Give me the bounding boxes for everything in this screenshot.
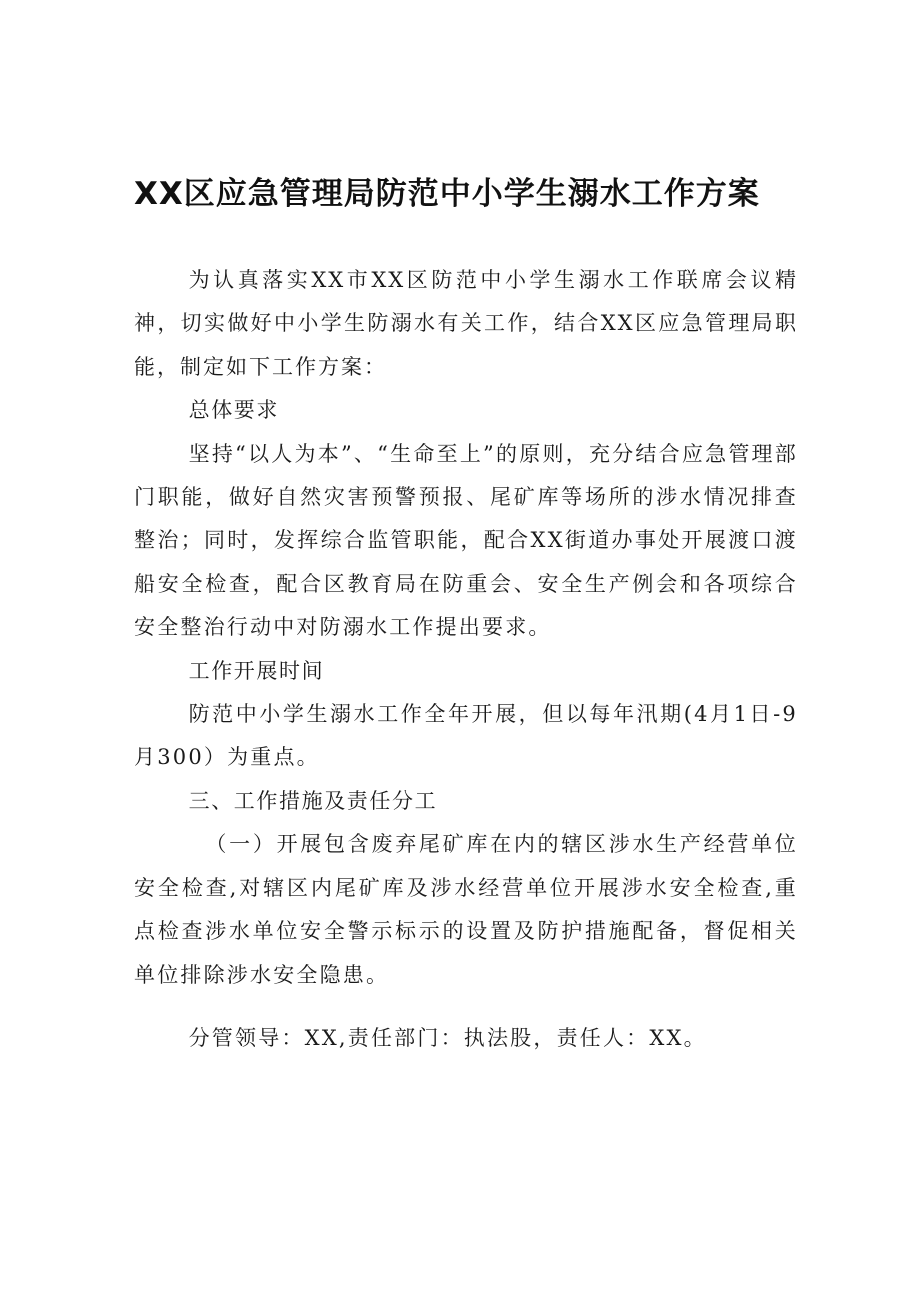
document-body xyxy=(134,259,798,1060)
section2-heading: 工作开展时间 xyxy=(188,658,325,683)
section3-item1: （一）开展包含废弃尾矿库在内的辖区涉水生产经营单位安全检查,对辖区内尾矿库及涉水经营单位开展涉水安全检查,重点检查涉水单位安全警示标示的设置及防护措施配备，督促相关单位排除涉水安全隐患。 xyxy=(134,832,798,987)
section1-body: 坚持“以人为本”、“生命至上”的原则，充分结合应急管理部门职能，做好自然灾害预警预报、尾矿库等场所的涉水情况排查整治；同时，发挥综合监管职能，配合XX街道办事处开展渡口渡船安全检查，配合区教育局在防重会、安全生产例会和各项综合安全整治行动中对防溺水工作提出要求。 xyxy=(134,441,798,640)
intro-paragraph: 为认真落实XX市XX区防范中小学生溺水工作联席会议精神，切实做好中小学生防溺水有关工作，结合XX区应急管理局职能，制定如下工作方案： xyxy=(134,268,798,379)
document-title: XX区应急管理局防范中小学生溺水工作方案 xyxy=(134,176,760,212)
section3-heading: 三、工作措施及责任分工 xyxy=(188,788,438,813)
section3-item1-responsibility: 分管领导：XX,责任部门：执法股，责任人：XX。 xyxy=(188,1025,707,1050)
section2-body: 防范中小学生溺水工作全年开展，但以每年汛期(4月1日-9月300）为重点。 xyxy=(134,702,798,770)
section1-heading: 总体要求 xyxy=(188,398,279,423)
